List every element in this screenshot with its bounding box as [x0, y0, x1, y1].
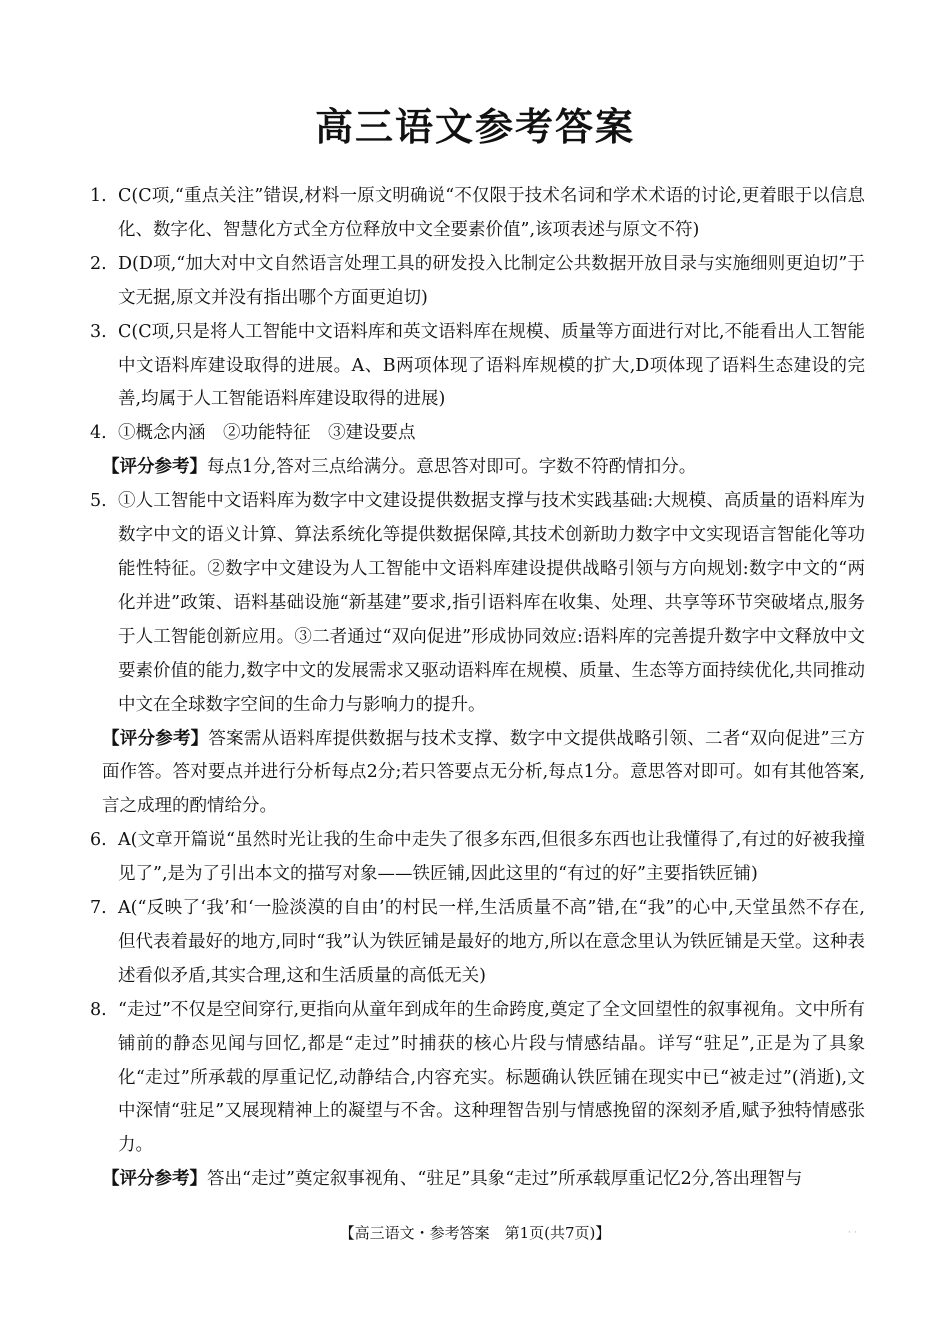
item-number: 5.	[90, 491, 107, 512]
item-text: C(C项,只是将人工智能中文语料库和英文语料库在规模、质量等方面进行对比,不能看出人工智能中文语料库建设取得的进展。A、B两项体现了语料库规模的扩大,D项体现了语料生态建设的完善,均属于人工智能语料库建设取得的进展)	[118, 321, 865, 410]
answer-item-7	[90, 892, 865, 994]
item-number: 3.	[90, 321, 107, 342]
item-text: D(D项,“加大对中文自然语言处理工具的研发投入比制定公共数据开放目录与实施细则更迫切”于文无据,原文并没有指出哪个方面更迫切)	[118, 253, 865, 308]
scoring-label: 【评分参考】	[102, 457, 207, 478]
item-text: “走过”不仅是空间穿行,更指向从童年到成年的生命跨度,奠定了全文回望性的叙事视角。文中所有铺前的静态见闻与回忆,都是“走过”时捕获的核心片段与情感结晶。详写“驻足”,正是为了具象化“走过”所承载的厚重记忆,动静结合,内容充实。标题确认铁匠铺在现实中已“被走过”(消逝),文中深情“驻足”又展现精神上的凝望与不舍。这种理智告别与情感挽留的深刻矛盾,赋予独特情感张力。	[118, 999, 865, 1156]
page-title: 高三语文参考答案	[314, 105, 635, 149]
scoring-note-5	[90, 723, 865, 825]
answer-item-1	[90, 180, 865, 248]
answer-item-4	[90, 417, 865, 451]
scoring-text: 答出“走过”奠定叙事视角、“驻足”具象“走过”所承载厚重记忆2分,答出理智与	[207, 1169, 803, 1190]
scoring-label: 【评分参考】	[102, 728, 209, 749]
scoring-note-4	[90, 451, 865, 485]
item-number: 7.	[90, 898, 107, 919]
scoring-text: 每点1分,答对三点给满分。意思答对即可。字数不符酌情扣分。	[207, 457, 697, 478]
item-text: ①概念内涵 ②功能特征 ③建设要点	[118, 423, 416, 444]
answer-item-2	[90, 248, 865, 316]
item-number: 6.	[90, 830, 107, 851]
item-text: A(文章开篇说“虽然时光让我的生命中走失了很多东西,但很多东西也让我懂得了,有过的好被我撞见了”,是为了引出本文的描写对象——铁匠铺,因此这里的“有过的好”主要指铁匠铺)	[118, 830, 865, 885]
answer-item-3	[90, 316, 865, 418]
answer-item-5	[90, 485, 865, 722]
answer-list	[90, 180, 865, 1197]
scoring-note-8	[90, 1163, 865, 1197]
item-number: 1.	[90, 186, 107, 206]
item-number: 8.	[90, 999, 107, 1020]
item-text: C(C项,“重点关注”错误,材料一原文明确说“不仅限于技术名词和学术术语的讨论,更着眼于以信息化、数字化、智慧化方式全方位释放中文全要素价值”,该项表述与原文不符)	[118, 186, 865, 240]
item-number: 2.	[90, 253, 107, 274]
scoring-label: 【评分参考】	[102, 1169, 207, 1190]
item-text: ①人工智能中文语料库为数字中文建设提供数据支撑与技术实践基础:大规模、高质量的语料库为数字中文的语义计算、算法系统化等提供数据保障,其技术创新助力数字中文实现语言智能化等功能性特征。②数字中文建设为人工智能中文语料库建设提供战略引领与方向规划:数字中文的“两化并进”政策、语料基础设施“新基建”要求,指引语料库在收集、处理、共享等环节突破堵点,服务于人工智能创新应用。③二者通过“双向促进”形成协同效应:语料库的完善提升数字中文释放中文要素价值的能力,数字中文的发展需求又驱动语料库在规模、质量、生态等方面持续优化,共同推动中文在全球数字空间的生命力与影响力的提升。	[118, 491, 865, 715]
corner-mark: · ·	[848, 1228, 857, 1238]
item-number: 4.	[90, 423, 107, 444]
page-footer: 【高三语文・参考答案 第1页(共7页)】	[339, 1224, 611, 1242]
answer-item-6	[90, 824, 865, 892]
scoring-text: 答案需从语料库提供数据与技术支撑、数字中文提供战略引领、二者“双向促进”三方面作答。答对要点并进行分析每点2分;若只答要点无分析,每点1分。意思答对即可。如有其他答案,言之成理的酌情给分。	[102, 728, 866, 817]
answer-item-8	[90, 994, 865, 1164]
item-text: A(“反映了‘我’和‘一脸淡漠的自由’的村民一样,生活质量不高”错,在“我”的心中,天堂虽然不存在,但代表着最好的地方,同时“我”认为铁匠铺是最好的地方,所以在意念里认为铁匠铺是天堂。这种表述看似矛盾,其实合理,这和生活质量的高低无关)	[118, 898, 865, 986]
